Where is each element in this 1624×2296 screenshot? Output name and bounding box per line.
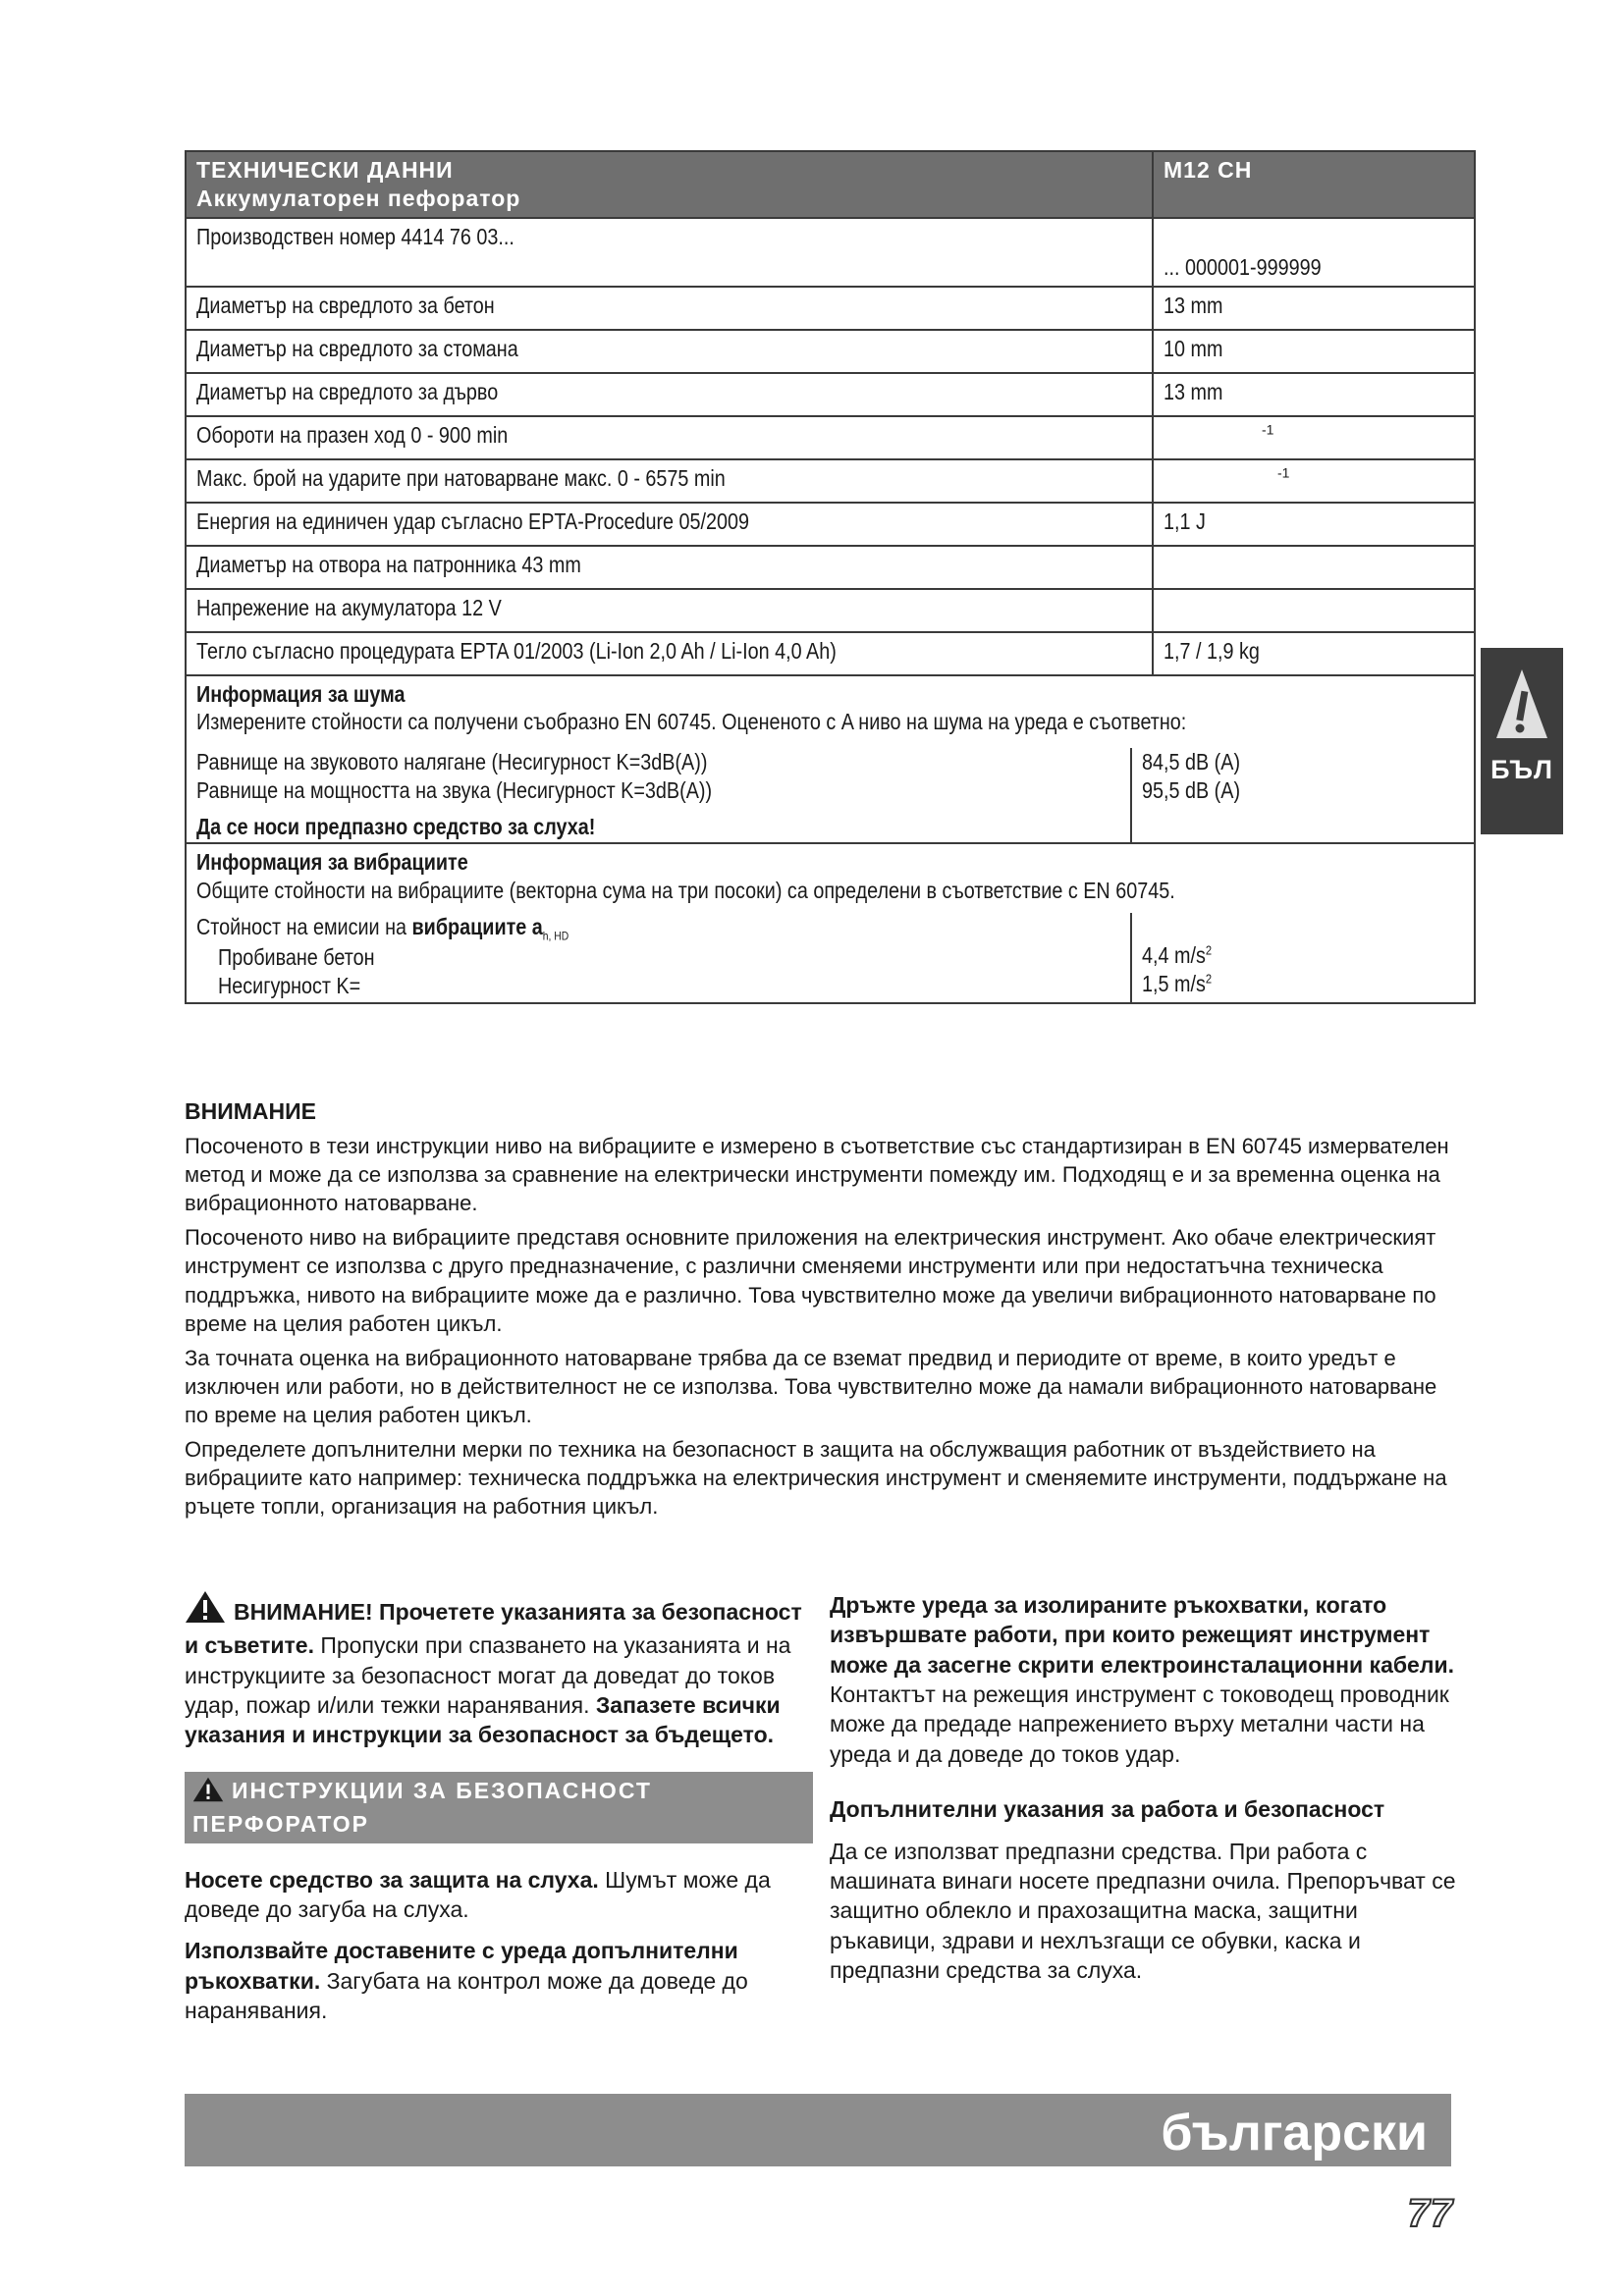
- left-column: [185, 1590, 813, 2037]
- noise-title: Информация за шума: [196, 680, 406, 707]
- table-header-row: [186, 151, 1475, 218]
- sound-pressure-value: 84,5 dB (A): [1142, 749, 1241, 774]
- row-value-impacts: -1: [1277, 463, 1290, 480]
- insulated-grips-paragraph: Дръжте уреда за изолираните ръкохватки, когато извършвате работи, при които режещият инструмент може да засегне скрити електроинсталационни кабели. Контактът на режещия инструмент с тоководещ проводник може да предаде напрежението върху метални части на уреда и да доведе до токов удар.: [830, 1592, 1454, 1767]
- row-label-wood: Диаметър на свредлото за дърво: [196, 378, 499, 404]
- safety-instructions-heading: ИНСТРУКЦИИ ЗА БЕЗОПАСНОСТ ПЕРФОРАТОР: [185, 1772, 813, 1843]
- row-label-voltage: Напрежение на акумулатора 12 V: [196, 594, 502, 620]
- language-side-tab: [1481, 648, 1563, 834]
- footer-language: български: [1161, 2105, 1428, 2162]
- table-header-title-cell: [186, 151, 1153, 218]
- row-label-impact-energy: Енергия на единичен удар съгласно EPTA-Procedure 05/2009: [196, 507, 750, 534]
- table-title: ТЕХНИЧЕСКИ ДАННИ: [196, 157, 454, 183]
- table-row: [186, 330, 1475, 373]
- warning-paragraph-1: Посоченото в тези инструкции ниво на вибрациите е измерено в съответствие със стандартизиран в EN 60745 измервателен метод и може да се използва за сравнение на електрически инструменти помежду им. Подходящ е и за временна оценка на вибрационното натоварване.: [185, 1134, 1449, 1216]
- vibration-intro: Общите стойности на вибрациите (векторна сума на три посоки) са определени в съответствие с EN 60745.: [196, 878, 1175, 903]
- sound-power-value: 95,5 dB (A): [1142, 776, 1241, 803]
- warning-section: [185, 1096, 1451, 1526]
- noise-intro: Измерените стойности са получени съобразно EN 60745. Оцененото с A ниво на шума на уреда е съответно:: [196, 709, 1187, 735]
- language-footer-bar: [185, 2094, 1451, 2166]
- drilling-concrete-value: 4,4 $m/s^2$: [1142, 941, 1213, 968]
- row-label-chuck: Диаметър на отвора на патронника 43 mm: [196, 551, 581, 577]
- row-label-weight: Тегло съгласно процедурата EPTA 01/2003 (Li-Ion 2,0 Ah / Li-Ion 4,0 Ah): [196, 637, 837, 664]
- row-label-serial: Производствен номер 4414 76 03...: [196, 223, 514, 249]
- row-value-steel: 10 mm: [1164, 335, 1223, 361]
- warning-paragraph-2: Посоченото ниво на вибрациите представя основните приложения на електрическия инструмент. Ако обаче електрическият инструмент се използва с друго предназначение, с различни сменяеми инструменти или при недостатъчна техническа поддръжка, нивото на вибрациите може да е различно. Това чувствително може да увеличи вибрационното натоварване по време на целия работен цикъл.: [185, 1225, 1436, 1336]
- uncertainty-value: 1,5 $m/s^2$: [1142, 970, 1213, 996]
- row-label-speed: Обороти на празен ход 0 - 900 min: [196, 421, 509, 448]
- table-row: [186, 459, 1475, 503]
- table-row: [186, 632, 1475, 675]
- warning-triangle-icon: [192, 1777, 224, 1809]
- right-column: [830, 1590, 1458, 1997]
- drilling-concrete-label: Пробиване бетон: [218, 944, 375, 971]
- table-row: [186, 589, 1475, 632]
- protective-equipment-paragraph: Да се използват предпазни средства. При работа с машината винаги носете предпазни очила. Препоръчват се защитно облекло и прахозащитна маска, защитни ръкавици, здрави и нехлъзгащи се обувки, каска и предпазни средства за слуха.: [830, 1838, 1456, 1983]
- row-value-concrete: 13 mm: [1164, 292, 1223, 318]
- warning-paragraph-3: За точната оценка на вибрационното натоварване трябва да се вземат предвид и периодите от време, в които уредът е изключен или работи, но в действителност не се използва. Това чувствително може да намали вибрационното натоварване по време на целия работен цикъл.: [185, 1345, 1437, 1427]
- table-row: [186, 287, 1475, 330]
- table-subtitle: Аккумулаторен пефоратор: [196, 185, 521, 211]
- row-label-concrete: Диаметър на свредлото за бетон: [196, 292, 495, 318]
- table-row: [186, 218, 1475, 287]
- page-number: 77: [1407, 2192, 1453, 2235]
- warning-title: ВНИМАНИЕ: [185, 1098, 317, 1124]
- table-row: [186, 373, 1475, 416]
- row-value-wood: 13 mm: [1164, 378, 1223, 404]
- uncertainty-label: Несигурност K=: [218, 973, 361, 999]
- auxiliary-handles-paragraph: Използвайте доставените с уреда допълнителни ръкохватки. Загубата на контрол може да доведе до наранявания.: [185, 1938, 748, 2023]
- noise-section-row: [186, 675, 1475, 844]
- table-row: [186, 546, 1475, 589]
- table-row: [186, 416, 1475, 459]
- warning-paragraph-4: Определете допълнителни мерки по техника на безопасност в защита на обслужващия работник от въздействието на вибрациите като например: техническа поддръжка на електрическия инструмент и сменяемите инструменти, поддържане на ръцете топли, организация на работния цикъл.: [185, 1436, 1447, 1519]
- row-value-impact-energy: 1,1 J: [1164, 507, 1206, 534]
- hearing-protection-paragraph: Носете средство за защита на слуха. Шумът може да доведе до загуба на слуха.: [185, 1866, 771, 1922]
- row-label-steel: Диаметър на свредлото за стомана: [196, 335, 518, 361]
- row-value-serial: ... 000001-999999: [1164, 253, 1322, 280]
- sound-pressure-label: Равнище на звуковото налягане (Несигурност K=3dB(A)): [196, 749, 708, 774]
- safety-warning-paragraph: ВНИМАНИЕ! Прочетете указанията за безопасност и съветите. Пропуски при спазването на указанията и на инструкциите за безопасност могат да доведат до токов удар, пожар и/или тежки наранявания. Запазете всички указания и инструкции за безопасност за бъдещето.: [185, 1590, 813, 1750]
- table-row: [186, 503, 1475, 546]
- technical-data-table: [185, 150, 1476, 1004]
- row-value-speed: -1: [1262, 420, 1274, 437]
- model-name: M12 CH: [1153, 151, 1475, 218]
- vibration-emission-label: Стойност на емисии на вибрациите $a_{h, HD}$: [196, 913, 569, 943]
- row-label-impacts: Макс. брой на ударите при натоварване макс. 0 - 6575 min: [196, 464, 726, 491]
- additional-instructions-heading: Допълнителни указания за работа и безопасност: [830, 1796, 1385, 1823]
- row-value-weight: 1,7 / 1,9 kg: [1164, 637, 1260, 664]
- vibration-title: Информация за вибрациите: [196, 849, 468, 876]
- language-code: БЪЛ: [1490, 755, 1553, 784]
- exclamation-warning-icon: [1481, 666, 1563, 749]
- warning-triangle-icon: [185, 1590, 226, 1630]
- vibration-section-row: [186, 843, 1475, 1003]
- hearing-protection-warning: Да се носи предпазно средство за слуха!: [196, 813, 596, 839]
- sound-power-label: Равнище на мощността на звука (Несигурност K=3dB(A)): [196, 776, 713, 803]
